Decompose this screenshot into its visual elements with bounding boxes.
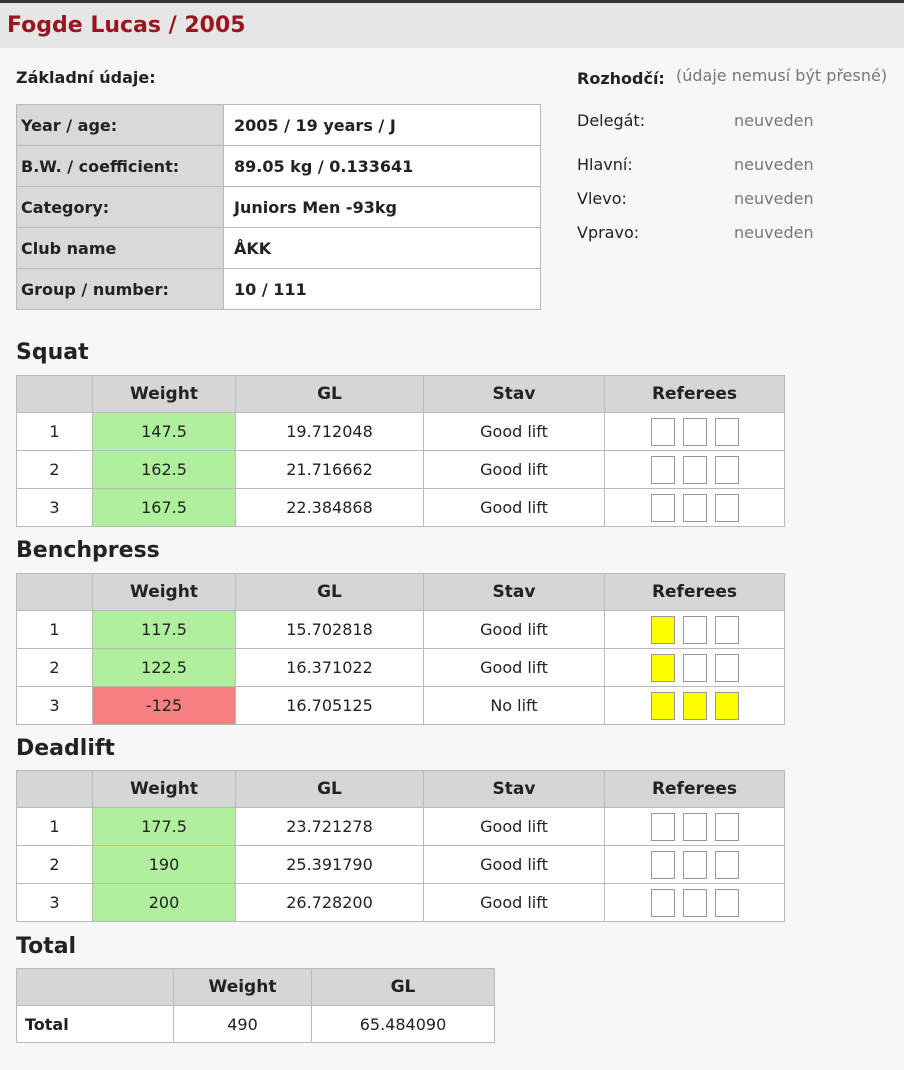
attempt-number: 2 — [17, 451, 93, 489]
basic-info-value: 10 / 111 — [224, 269, 541, 310]
attempt-weight: -125 — [93, 687, 236, 725]
attempt-status: Good lift — [424, 451, 605, 489]
referee-light-empty — [715, 889, 739, 917]
referee-light-empty — [683, 654, 707, 682]
attempt-weight: 200 — [93, 884, 236, 922]
page-title: Fogde Lucas / 2005 — [7, 13, 246, 38]
referee-light-empty — [715, 654, 739, 682]
basic-info-row — [17, 105, 541, 146]
total-header-row — [17, 969, 495, 1006]
referee-light-empty — [683, 616, 707, 644]
attempt-number: 3 — [17, 489, 93, 527]
referee-light-empty — [715, 813, 739, 841]
attempt-number: 3 — [17, 687, 93, 725]
total-gl: 65.484090 — [312, 1006, 495, 1043]
attempt-weight: 147.5 — [93, 413, 236, 451]
referee-role-value: neuveden — [734, 223, 814, 242]
attempt-referees — [605, 687, 785, 725]
attempt-referees — [605, 611, 785, 649]
attempt-gl: 15.702818 — [236, 611, 424, 649]
basic-info-row — [17, 187, 541, 228]
attempt-gl: 26.728200 — [236, 884, 424, 922]
main-content — [0, 48, 904, 1070]
referees-note: (údaje nemusí být přesné) — [676, 66, 888, 85]
attempt-referees — [605, 413, 785, 451]
referee-light-yellow — [651, 616, 675, 644]
header-weight: Weight — [93, 574, 236, 611]
attempt-referees — [605, 846, 785, 884]
lift-header-row — [17, 574, 785, 611]
lift-table-squat — [16, 375, 785, 527]
basic-info-label: Category: — [17, 187, 224, 228]
header-gl: GL — [236, 574, 424, 611]
header-stav: Stav — [424, 771, 605, 808]
lift-title-squat: Squat — [16, 340, 89, 365]
total-row-label: Total — [17, 1006, 174, 1043]
referee-light-empty — [651, 456, 675, 484]
header-weight: Weight — [93, 771, 236, 808]
attempt-number: 1 — [17, 611, 93, 649]
referee-light-empty — [715, 851, 739, 879]
referee-role-label: Vlevo: — [577, 189, 627, 208]
attempt-row — [17, 413, 785, 451]
referee-light-empty — [651, 813, 675, 841]
attempt-referees — [605, 884, 785, 922]
referee-light-empty — [715, 616, 739, 644]
attempt-row — [17, 489, 785, 527]
referee-light-empty — [683, 418, 707, 446]
total-header-gl: GL — [312, 969, 495, 1006]
attempt-weight: 167.5 — [93, 489, 236, 527]
basic-info-row — [17, 228, 541, 269]
attempt-number: 1 — [17, 808, 93, 846]
referee-role-value: neuveden — [734, 155, 814, 174]
header-attempt — [17, 771, 93, 808]
attempt-status: Good lift — [424, 489, 605, 527]
referee-light-empty — [683, 456, 707, 484]
referee-lights — [606, 654, 783, 682]
attempt-status: Good lift — [424, 611, 605, 649]
attempt-gl: 19.712048 — [236, 413, 424, 451]
header-attempt — [17, 574, 93, 611]
basic-info-row — [17, 146, 541, 187]
header-referees: Referees — [605, 376, 785, 413]
header-attempt — [17, 376, 93, 413]
referee-light-empty — [683, 851, 707, 879]
referee-light-empty — [683, 494, 707, 522]
referee-role-value: neuveden — [734, 111, 814, 130]
attempt-row — [17, 451, 785, 489]
attempt-number: 2 — [17, 649, 93, 687]
header-referees: Referees — [605, 574, 785, 611]
basic-info-row — [17, 269, 541, 310]
referee-light-empty — [715, 456, 739, 484]
attempt-gl: 16.371022 — [236, 649, 424, 687]
total-header-empty — [17, 969, 174, 1006]
referee-light-empty — [715, 494, 739, 522]
attempt-referees — [605, 649, 785, 687]
basic-info-value: ÅKK — [224, 228, 541, 269]
attempt-gl: 23.721278 — [236, 808, 424, 846]
attempt-status: Good lift — [424, 413, 605, 451]
attempt-number: 2 — [17, 846, 93, 884]
referee-role-value: neuveden — [734, 189, 814, 208]
attempt-number: 1 — [17, 413, 93, 451]
basic-info-label: B.W. / coefficient: — [17, 146, 224, 187]
basic-info-label: Group / number: — [17, 269, 224, 310]
total-row — [17, 1006, 495, 1043]
referee-lights — [606, 889, 783, 917]
page-header — [0, 3, 904, 48]
attempt-row — [17, 649, 785, 687]
referee-light-empty — [651, 418, 675, 446]
referee-role-label: Vpravo: — [577, 223, 640, 242]
attempt-referees — [605, 451, 785, 489]
header-stav: Stav — [424, 376, 605, 413]
attempt-gl: 21.716662 — [236, 451, 424, 489]
attempt-gl: 25.391790 — [236, 846, 424, 884]
attempt-status: Good lift — [424, 846, 605, 884]
basic-info-heading: Základní údaje: — [16, 68, 156, 87]
header-weight: Weight — [93, 376, 236, 413]
referee-lights — [606, 494, 783, 522]
header-referees: Referees — [605, 771, 785, 808]
total-table — [16, 968, 495, 1043]
referee-light-yellow — [683, 692, 707, 720]
referee-light-empty — [651, 889, 675, 917]
total-weight: 490 — [174, 1006, 312, 1043]
lift-title-deadlift: Deadlift — [16, 736, 115, 761]
referees-heading: Rozhodčí: — [577, 69, 665, 88]
attempt-referees — [605, 489, 785, 527]
lift-title-benchpress: Benchpress — [16, 538, 160, 563]
attempt-referees — [605, 808, 785, 846]
header-stav: Stav — [424, 574, 605, 611]
referee-lights — [606, 418, 783, 446]
basic-info-value: Juniors Men -93kg — [224, 187, 541, 228]
referee-light-yellow — [651, 692, 675, 720]
referee-light-empty — [715, 418, 739, 446]
referee-light-empty — [651, 851, 675, 879]
referee-light-yellow — [651, 654, 675, 682]
attempt-number: 3 — [17, 884, 93, 922]
attempt-row — [17, 846, 785, 884]
referee-light-empty — [683, 813, 707, 841]
attempt-weight: 177.5 — [93, 808, 236, 846]
attempt-status: Good lift — [424, 808, 605, 846]
referee-light-empty — [683, 889, 707, 917]
lift-table-benchpress — [16, 573, 785, 725]
basic-info-label: Club name — [17, 228, 224, 269]
attempt-gl: 22.384868 — [236, 489, 424, 527]
attempt-status: Good lift — [424, 884, 605, 922]
lift-table-deadlift — [16, 770, 785, 922]
attempt-weight: 190 — [93, 846, 236, 884]
header-gl: GL — [236, 376, 424, 413]
referee-role-label: Hlavní: — [577, 155, 633, 174]
referee-lights — [606, 616, 783, 644]
header-gl: GL — [236, 771, 424, 808]
referee-light-yellow — [715, 692, 739, 720]
attempt-gl: 16.705125 — [236, 687, 424, 725]
referee-lights — [606, 851, 783, 879]
basic-info-label: Year / age: — [17, 105, 224, 146]
attempt-row — [17, 611, 785, 649]
referee-lights — [606, 692, 783, 720]
attempt-weight: 162.5 — [93, 451, 236, 489]
total-header-weight: Weight — [174, 969, 312, 1006]
basic-info-value: 89.05 kg / 0.133641 — [224, 146, 541, 187]
attempt-row — [17, 687, 785, 725]
referee-lights — [606, 813, 783, 841]
attempt-weight: 122.5 — [93, 649, 236, 687]
lift-header-row — [17, 771, 785, 808]
lift-header-row — [17, 376, 785, 413]
attempt-status: Good lift — [424, 649, 605, 687]
referee-role-label: Delegát: — [577, 111, 646, 130]
referee-light-empty — [651, 494, 675, 522]
attempt-weight: 117.5 — [93, 611, 236, 649]
total-title: Total — [16, 934, 77, 959]
referee-lights — [606, 456, 783, 484]
attempt-row — [17, 884, 785, 922]
attempt-status: No lift — [424, 687, 605, 725]
attempt-row — [17, 808, 785, 846]
basic-info-table — [16, 104, 541, 310]
basic-info-value: 2005 / 19 years / J — [224, 105, 541, 146]
